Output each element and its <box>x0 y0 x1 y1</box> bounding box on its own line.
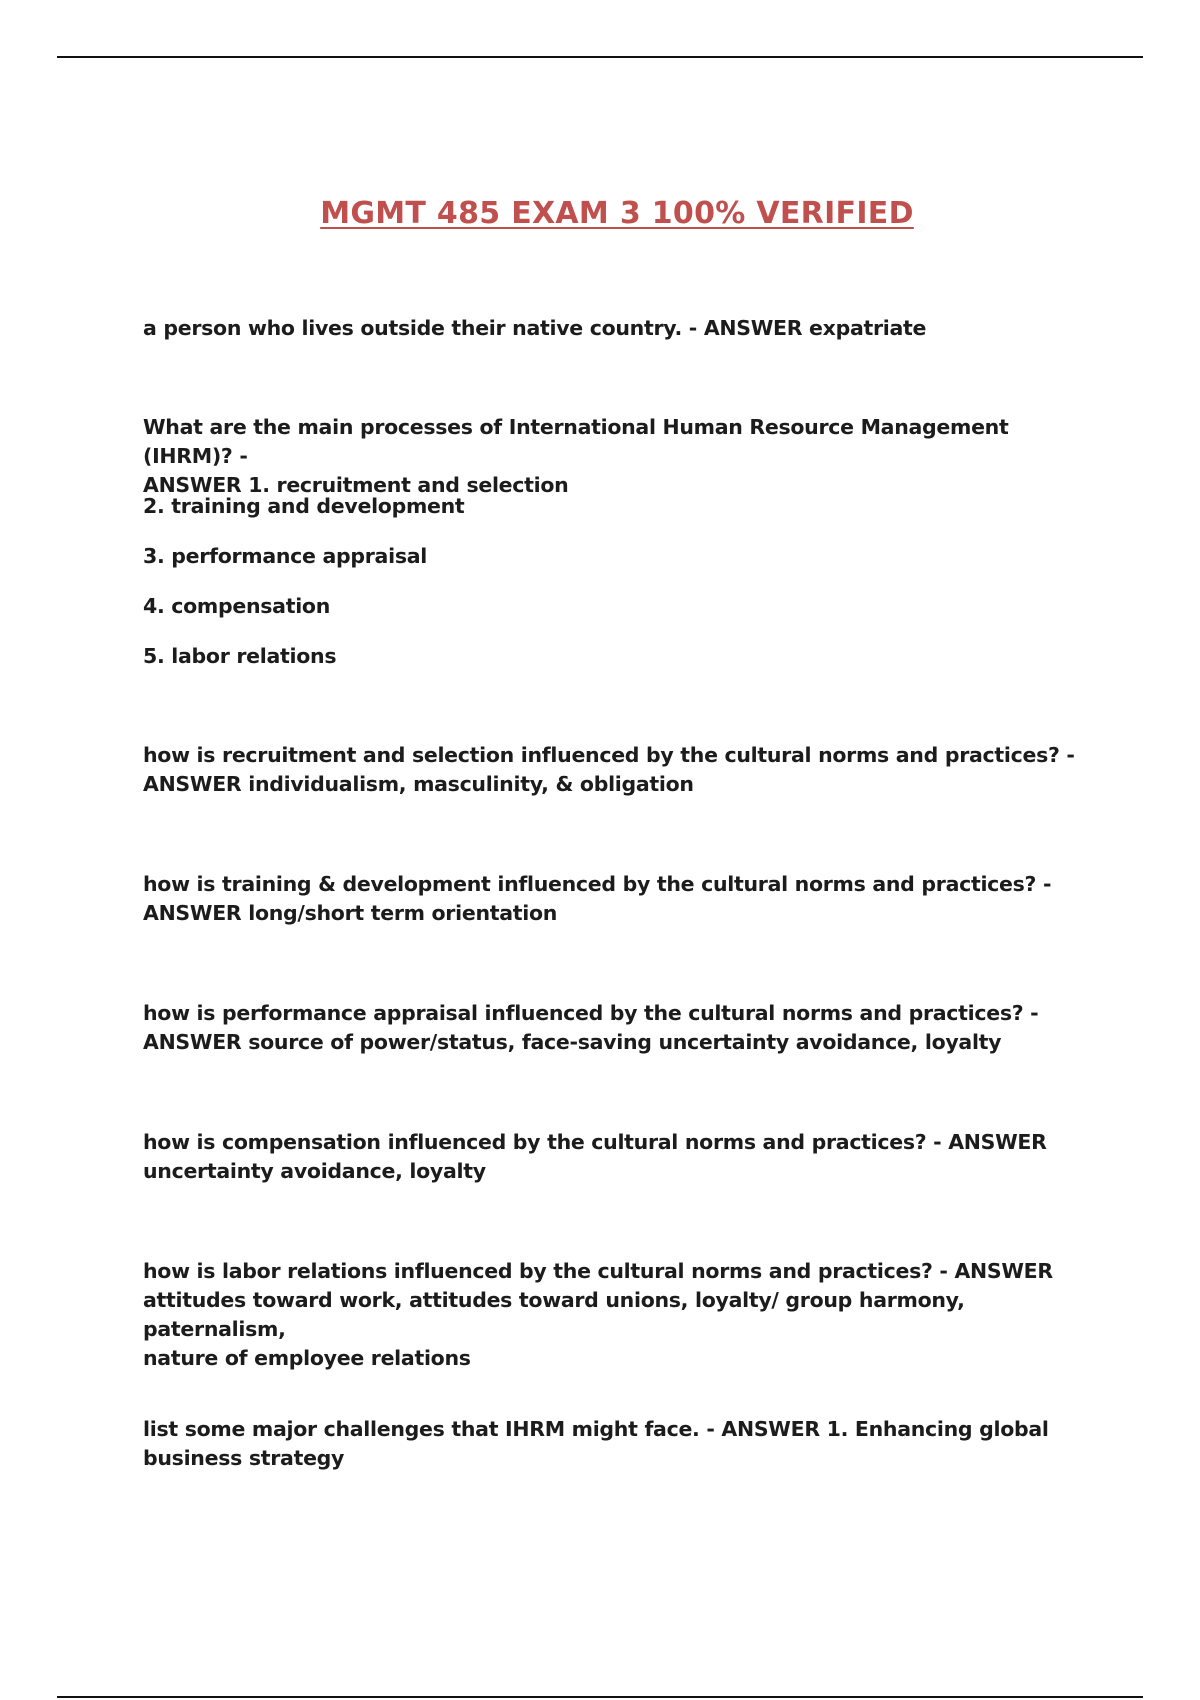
qa-recruitment <box>143 741 1093 799</box>
qa-line: nature of employee relations <box>143 1346 471 1370</box>
qa-line: attitudes toward work, attitudes toward unions, loyalty/ group harmony, paternalism, <box>143 1288 965 1341</box>
qa-compensation <box>143 1128 1093 1186</box>
qa-ihrm-processes <box>143 413 1093 500</box>
qa-performance <box>143 999 1093 1057</box>
list-item-compensation <box>143 592 1093 621</box>
qa-line: list some major challenges that IHRM might face. - ANSWER 1. Enhancing global <box>143 1417 1049 1441</box>
qa-expatriate <box>143 314 1093 343</box>
qa-line: a person who lives outside their native country. - ANSWER expatriate <box>143 316 927 340</box>
top-rule <box>57 56 1143 58</box>
qa-line: 5. labor relations <box>143 644 337 668</box>
qa-line: uncertainty avoidance, loyalty <box>143 1159 486 1183</box>
qa-line: how is labor relations influenced by the cultural norms and practices? - ANSWER <box>143 1259 1053 1283</box>
list-item-appraisal <box>143 542 1093 571</box>
qa-line: business strategy <box>143 1446 345 1470</box>
list-item-labor <box>143 642 1093 671</box>
qa-training <box>143 870 1093 928</box>
qa-line: how is performance appraisal influenced by the cultural norms and practices? - <box>143 1001 1039 1025</box>
bottom-rule <box>57 1696 1143 1698</box>
qa-line: ANSWER long/short term orientation <box>143 901 558 925</box>
qa-line: ANSWER source of power/status, face-saving uncertainty avoidance, loyalty <box>143 1030 1002 1054</box>
qa-line: ANSWER individualism, masculinity, & obligation <box>143 772 694 796</box>
qa-line: 2. training and development <box>143 494 465 518</box>
qa-labor-relations <box>143 1257 1093 1373</box>
qa-line: 4. compensation <box>143 594 330 618</box>
qa-line: how is compensation influenced by the cultural norms and practices? - ANSWER <box>143 1130 1047 1154</box>
qa-line: 3. performance appraisal <box>143 544 427 568</box>
qa-line: how is recruitment and selection influenced by the cultural norms and practices? - <box>143 743 1075 767</box>
qa-line: ANSWER 1. recruitment and selection <box>143 473 569 497</box>
qa-line: What are the main processes of International Human Resource Management (IHRM)? - <box>143 415 1009 468</box>
qa-challenges <box>143 1415 1093 1473</box>
qa-line: how is training & development influenced by the cultural norms and practices? - <box>143 872 1052 896</box>
document-title: MGMT 485 EXAM 3 100% VERIFIED <box>320 196 914 231</box>
list-item-training <box>143 492 1093 521</box>
